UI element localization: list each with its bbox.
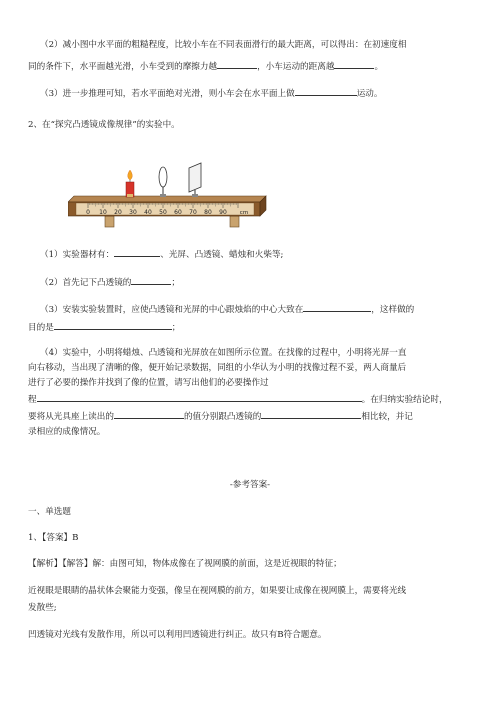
ruler-tick-label: 50 bbox=[159, 209, 167, 216]
answer-blank[interactable] bbox=[114, 247, 160, 257]
ruler-tick-label: 30 bbox=[129, 209, 137, 216]
q2-title: 2、在“探究凸透镜成像规律”的实验中。 bbox=[28, 120, 180, 130]
screen-base bbox=[192, 194, 198, 197]
optical-bench-figure bbox=[68, 160, 268, 230]
q2-sub4-line6: 录相应的成像情况。 bbox=[28, 427, 106, 437]
q2-sub1 bbox=[40, 247, 283, 261]
bench-support-right bbox=[230, 216, 239, 227]
convex-lens bbox=[159, 167, 167, 197]
q1-part2-text-a: 同的条件下，水平面越光滑，小车受到的摩擦力越 bbox=[28, 62, 218, 72]
lens-base bbox=[160, 194, 166, 197]
q2-sub3-line1 bbox=[40, 302, 414, 316]
answer-1-explanation-line2: 发散些; bbox=[28, 603, 57, 613]
q1-part3-line bbox=[40, 86, 383, 100]
answer-blank[interactable] bbox=[334, 59, 374, 69]
ruler-unit-label: cm bbox=[239, 210, 249, 216]
q2-sub2-text-a: （2）首先记下凸透镜的 bbox=[40, 278, 132, 288]
bench-support-left bbox=[105, 216, 114, 227]
q2-sub3-line2 bbox=[28, 320, 180, 334]
q1-part3-text-b: 运动。 bbox=[356, 89, 383, 99]
answer-1: 1、【答案】B bbox=[28, 533, 79, 543]
q2-sub1-text-a: （1）实验器材有： bbox=[40, 250, 115, 260]
candle bbox=[126, 170, 134, 197]
q1-part3-text-a: （3）进一步推理可知，若水平面绝对光滑，则小车会在水平面上做 bbox=[40, 89, 295, 99]
answers-heading: -参考答案- bbox=[229, 480, 271, 490]
q2-sub2 bbox=[40, 275, 180, 289]
ruler-tick-label: 20 bbox=[114, 209, 122, 216]
ruler-tick-label: 40 bbox=[144, 209, 152, 216]
q2-sub4-line4 bbox=[28, 392, 448, 406]
ruler-tick-label: 70 bbox=[189, 209, 197, 216]
q2-sub4-text-b: 。在归纳实验结论时， bbox=[361, 395, 448, 405]
ruler-tick-label: 60 bbox=[174, 209, 182, 216]
light-screen bbox=[189, 163, 201, 197]
ruler-tick-label: 0 bbox=[86, 209, 90, 216]
lens-icon bbox=[159, 167, 167, 187]
q2-sub2-text-b: ； bbox=[171, 278, 181, 288]
q2-sub3-text-d: ； bbox=[171, 323, 181, 333]
answer-blank[interactable] bbox=[37, 392, 362, 402]
q2-sub4-text-a: 程 bbox=[28, 395, 37, 405]
answer-blank[interactable] bbox=[303, 302, 371, 312]
q2-sub4-line5 bbox=[28, 409, 413, 423]
answers-section-title: 一、单选题 bbox=[28, 507, 71, 517]
answer-blank[interactable] bbox=[114, 409, 184, 419]
answer-1-conclusion: 凹透镜对光线有发散作用，所以可以利用凹透镜进行纠正。故只有B符合题意。 bbox=[28, 630, 327, 640]
q1-part2-text-b: ，小车运动的距离越 bbox=[257, 62, 335, 72]
ruler-tick-label: 90 bbox=[219, 209, 227, 216]
q2-sub3-text-c: 目的是 bbox=[28, 323, 54, 333]
q2-sub1-text-b: 、光屏、凸透镜、蜡烛和火柴等; bbox=[160, 250, 284, 260]
answer-1-explanation-line1: 近视眼是眼睛的晶状体会聚能力变强，像呈在视网膜的前方，如果要让成像在视网膜上，需要将光线 bbox=[28, 586, 407, 596]
q1-part2-line1: （2）减小图中水平面的粗糙程度，比较小车在不同表面滑行的最大距离，可以得出：在初速度相 bbox=[40, 40, 407, 50]
answer-1-analysis: 【解析】【解答】解：由图可知，物体成像在了视网膜的前面，这是近视眼的特征； bbox=[28, 559, 342, 569]
q2-sub4-text-e: 相比较，并记 bbox=[361, 412, 413, 422]
q2-sub4-text-c: 要将从光具座上读出的 bbox=[28, 412, 114, 422]
answer-blank[interactable] bbox=[131, 275, 171, 285]
candle-flame-icon bbox=[128, 170, 133, 180]
q1-part2-text-c: 。 bbox=[374, 62, 384, 72]
q1-part2-line2 bbox=[28, 59, 383, 73]
q2-sub4-line3: 进行了必要的操作并找到了像的位置，请写出他们的必要操作过 bbox=[28, 378, 269, 388]
answer-blank[interactable] bbox=[217, 59, 257, 69]
q2-sub4-text-d: 的值分别跟凸透镜的 bbox=[183, 412, 262, 422]
bench-top-face bbox=[68, 196, 266, 202]
q2-sub4-line1: （4）实验中，小明将蜡烛、凸透镜和光屏放在如图所示位置。在找像的过程中，小明将光屏一直 bbox=[40, 348, 407, 358]
answer-blank[interactable] bbox=[295, 86, 357, 96]
screen-panel-icon bbox=[189, 163, 201, 192]
candle-holder bbox=[127, 194, 133, 197]
q2-sub3-text-a: （3）安装实验装置时，应使凸透镜和光屏的中心跟烛焰的中心大致在 bbox=[40, 305, 304, 315]
ruler-tick-label: 80 bbox=[204, 209, 212, 216]
q2-sub4-line2: 向右移动，当出现了清晰的像，便开始记录数据，同组的小华认为小明的找像过程不妥，两人商量后 bbox=[28, 363, 407, 373]
q2-sub3-text-b: ，这样做的 bbox=[371, 305, 415, 315]
answer-blank[interactable] bbox=[54, 320, 172, 330]
ruler-tick-label: 10 bbox=[99, 209, 107, 216]
answer-blank[interactable] bbox=[261, 409, 361, 419]
